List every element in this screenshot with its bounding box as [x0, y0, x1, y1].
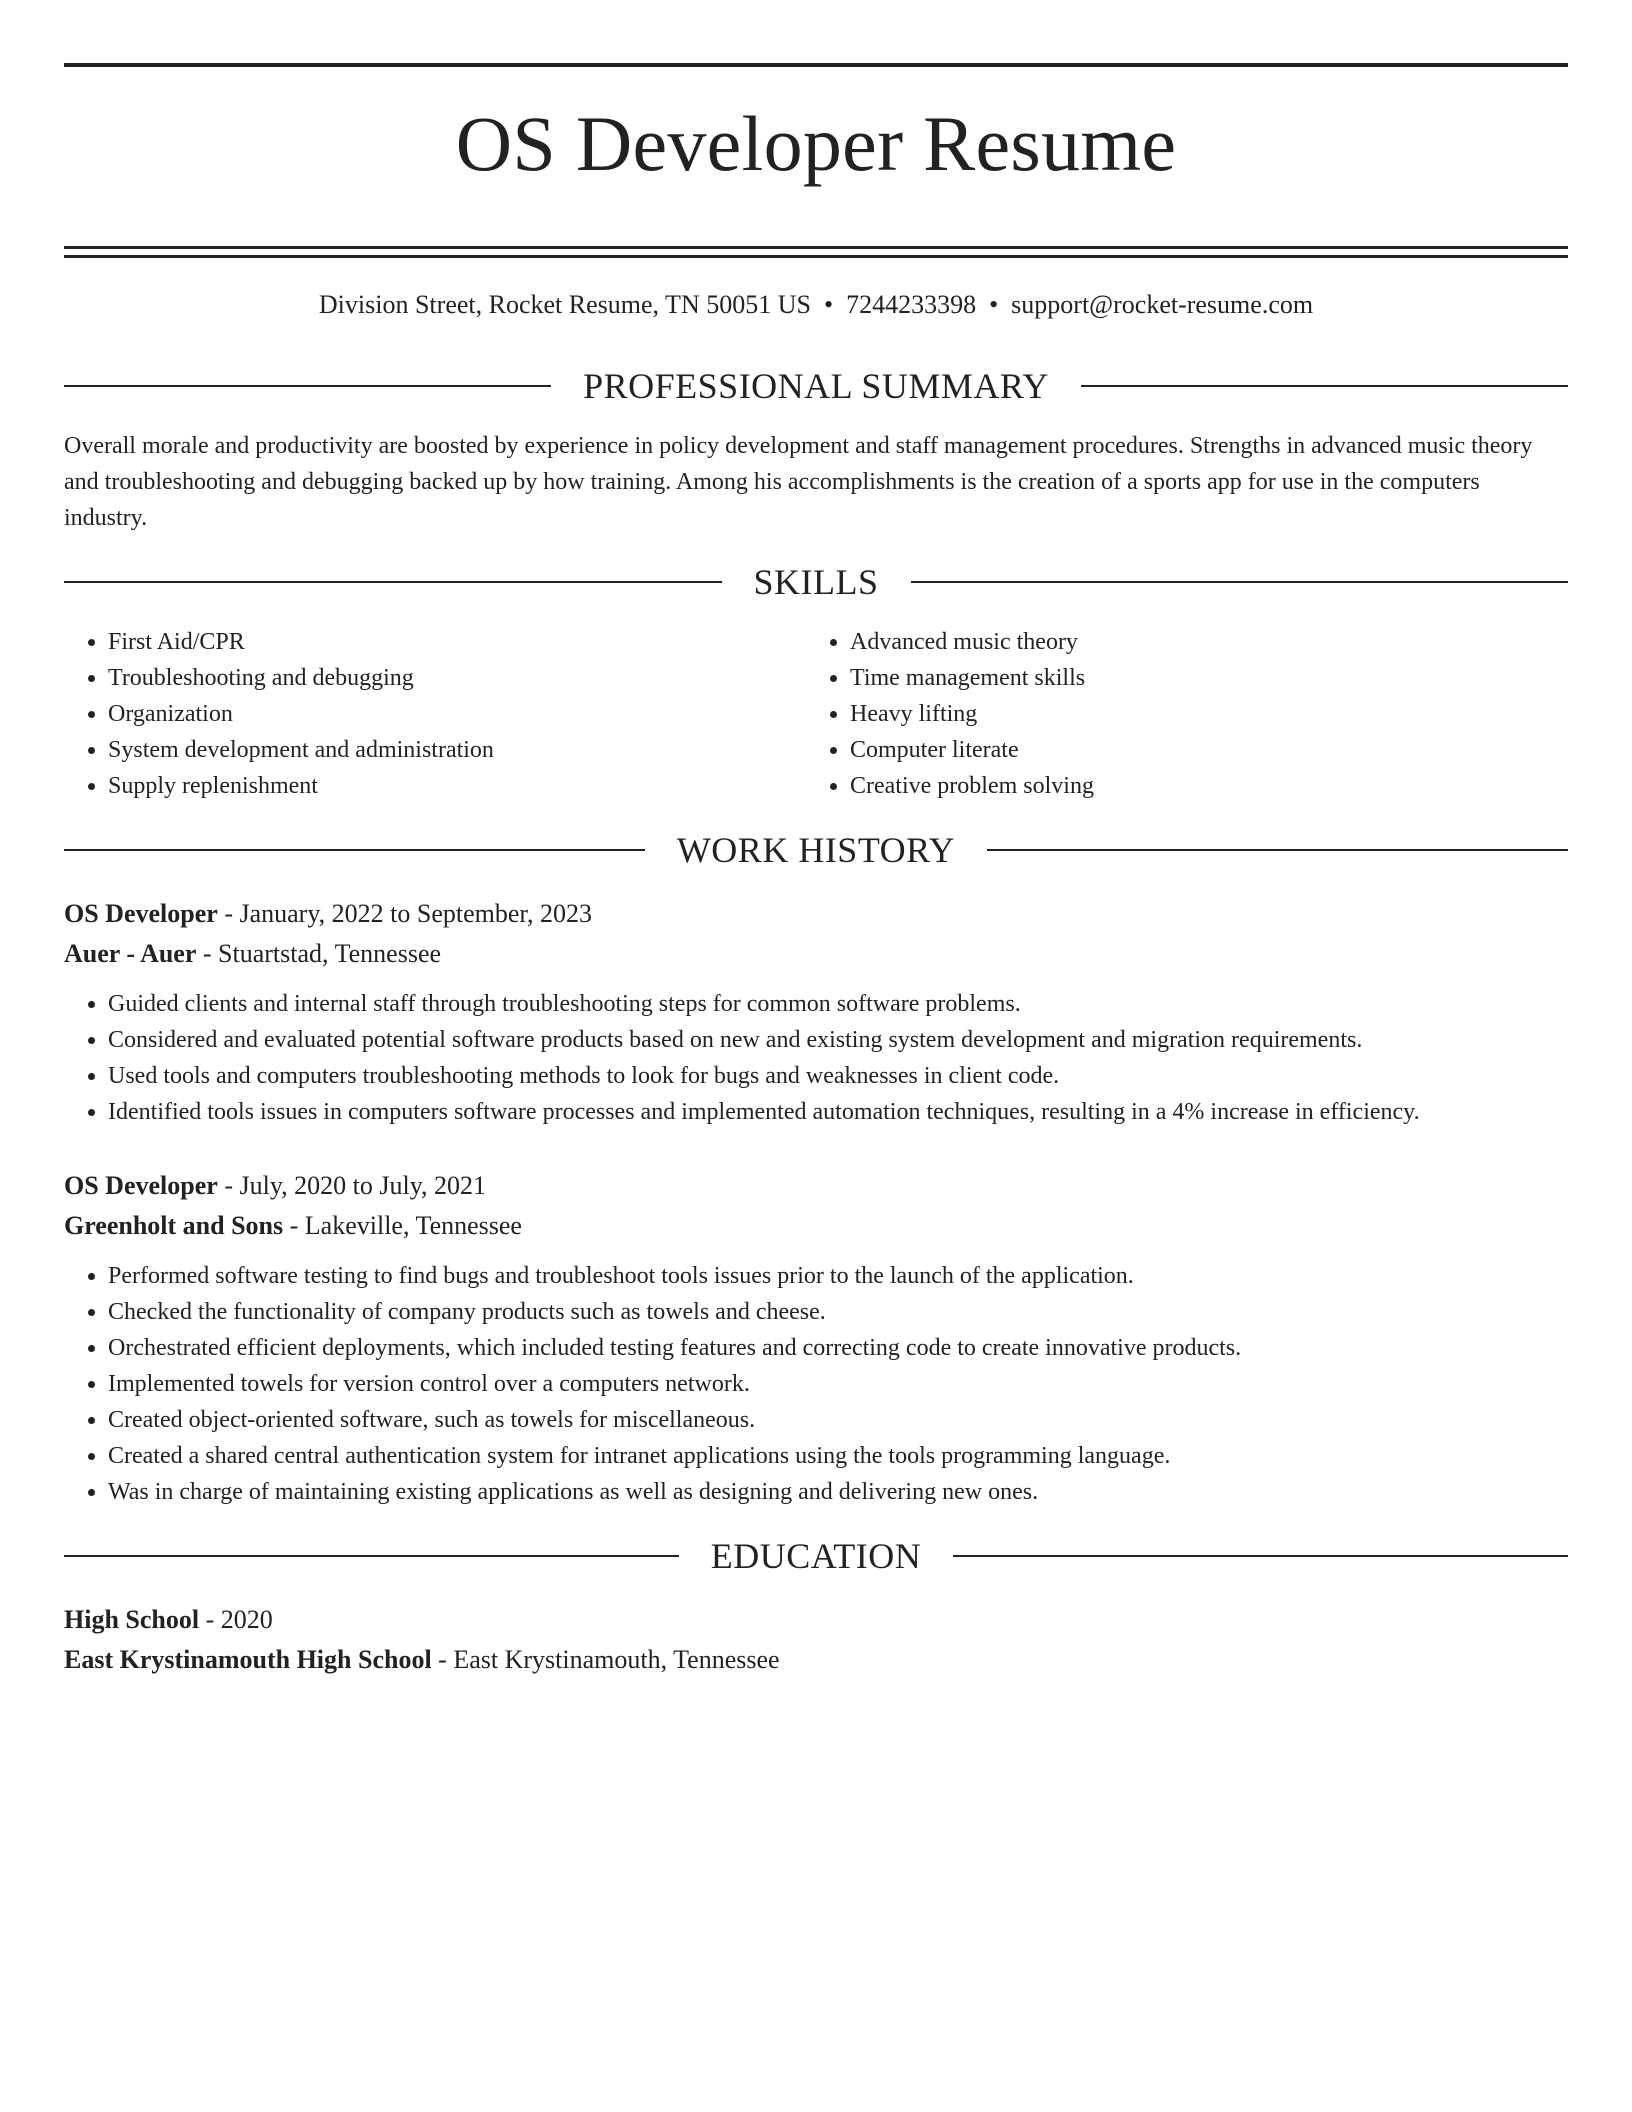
skill-item: • Advanced music theory: [850, 624, 1548, 660]
skill-item: • Creative problem solving: [850, 768, 1548, 804]
education-year: - 2020: [199, 1605, 273, 1635]
job-bullet: • Used tools and computers troubleshooting methods to look for bugs and weaknesses in client code.: [108, 1058, 1568, 1094]
job-dates: - July, 2020 to July, 2021: [217, 1171, 487, 1201]
job-bullet: • Created a shared central authentication system for intranet applications using the tools programming language.: [108, 1438, 1568, 1474]
education-entry: [64, 1600, 1568, 1680]
job-dates: - January, 2022 to September, 2023: [217, 899, 593, 929]
section-heading-label: EDUCATION: [710, 1536, 922, 1577]
job-bullet: • Guided clients and internal staff through troubleshooting steps for common software problems.: [108, 986, 1568, 1022]
job-bullets: [64, 986, 1568, 1130]
job-title-line: [64, 1166, 1568, 1206]
job-entry: [64, 894, 1568, 1130]
section-heading-education: [64, 1534, 1568, 1578]
job-bullet: • Performed software testing to find bugs and troubleshoot tools issues prior to the launch of the application.: [108, 1258, 1568, 1294]
education-location: - East Krystinamouth, Tennessee: [431, 1645, 780, 1675]
contact-separator: •: [989, 290, 999, 320]
contact-separator: •: [823, 290, 834, 320]
job-bullet: • Created object-oriented software, such as towels for miscellaneous.: [108, 1402, 1568, 1438]
job-entry: [64, 1166, 1568, 1510]
skill-item: • Computer literate: [850, 732, 1548, 768]
education-degree-line: [64, 1600, 1568, 1640]
resume-title: OS Developer Resume: [455, 100, 1177, 187]
top-rule: [64, 63, 1568, 67]
contact-email: support@rocket-resume.com: [1011, 290, 1314, 320]
contact-address: Division Street, Rocket Resume, TN 50051 US: [318, 290, 811, 320]
section-heading-work-history: [64, 828, 1568, 872]
job-company-line: [64, 934, 1568, 974]
job-title: OS Developer: [64, 899, 218, 929]
skill-item: • Supply replenishment: [108, 768, 806, 804]
job-bullets: [64, 1258, 1568, 1510]
job-title: OS Developer: [64, 1171, 218, 1201]
summary-text: Overall morale and productivity are boosted by experience in policy development and staff management procedures. Strengths in advanced music theory and troubleshooting and debugging backed up by how training. Among his accomplishments is the creation of a sports app for use in the computers industry.: [64, 433, 1533, 532]
contact-line: [64, 288, 1568, 322]
job-bullet: • Implemented towels for version control over a computers network.: [108, 1366, 1568, 1402]
section-heading-label: WORK HISTORY: [676, 830, 956, 871]
education-school-line: [64, 1640, 1568, 1680]
skills-column-left: [64, 624, 806, 804]
section-heading-skills: [64, 560, 1568, 604]
section-heading-label: PROFESSIONAL SUMMARY: [583, 366, 1049, 407]
skill-item: • Heavy lifting: [850, 696, 1548, 732]
job-bullet: • Orchestrated efficient deployments, which included testing features and correcting code to create innovative products.: [108, 1330, 1568, 1366]
title-double-rule: [64, 246, 1568, 258]
job-title-line: [64, 894, 1568, 934]
contact-phone: 7244233398: [846, 290, 977, 320]
job-company: Auer - Auer: [64, 939, 197, 969]
skill-item: • First Aid/CPR: [108, 624, 806, 660]
job-bullet: • Identified tools issues in computers software processes and implemented automation techniques, resulting in a 4% increase in efficiency.: [108, 1094, 1568, 1130]
job-company: Greenholt and Sons: [64, 1211, 284, 1241]
job-location: - Lakeville, Tennessee: [283, 1211, 522, 1241]
skill-item: • Time management skills: [850, 660, 1548, 696]
resume-page: [64, 0, 1568, 1680]
job-bullet: • Checked the functionality of company products such as towels and cheese.: [108, 1294, 1568, 1330]
skill-item: • Troubleshooting and debugging: [108, 660, 806, 696]
job-bullet: • Was in charge of maintaining existing applications as well as designing and delivering new ones.: [108, 1474, 1568, 1510]
education-degree: High School: [64, 1605, 200, 1635]
job-company-line: [64, 1206, 1568, 1246]
skill-item: • Organization: [108, 696, 806, 732]
job-location: - Stuartstad, Tennessee: [196, 939, 442, 969]
skills-list: [64, 624, 1568, 804]
section-heading-label: SKILLS: [753, 562, 879, 603]
section-heading-summary: [64, 364, 1568, 408]
skill-item: • System development and administration: [108, 732, 806, 768]
job-bullet: • Considered and evaluated potential software products based on new and existing system development and migration requirements.: [108, 1022, 1568, 1058]
skills-column-right: [806, 624, 1548, 804]
education-school: East Krystinamouth High School: [64, 1645, 432, 1675]
